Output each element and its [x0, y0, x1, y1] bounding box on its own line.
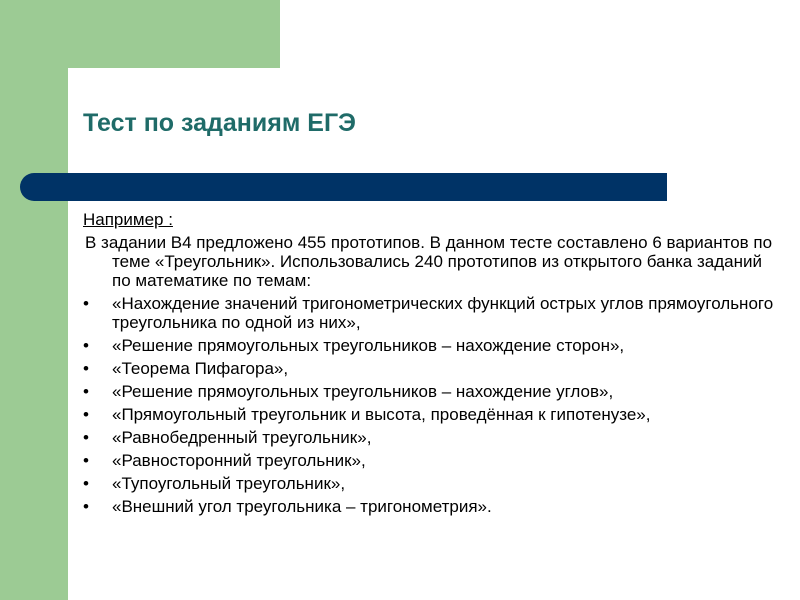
topic-text: «Тупоугольный треугольник», [112, 474, 346, 493]
bullet-icon: • [83, 405, 89, 424]
list-item [83, 451, 783, 470]
bullet-icon: • [83, 428, 89, 447]
list-item [83, 428, 783, 447]
list-item [83, 382, 783, 401]
green-top-band [0, 0, 280, 68]
bullet-icon: • [83, 294, 89, 313]
slide-title: Тест по заданиям ЕГЭ [83, 109, 356, 137]
green-side-band [0, 0, 68, 600]
example-label: Например : [83, 210, 173, 229]
bullet-icon: • [83, 382, 89, 401]
bullet-icon: • [83, 359, 89, 378]
list-item [83, 294, 783, 332]
bullet-icon: • [83, 497, 89, 516]
topic-text: «Прямоугольный треугольник и высота, проведённая к гипотенузе», [112, 405, 651, 424]
topic-text: «Равносторонний треугольник», [112, 451, 366, 470]
bullet-icon: • [83, 474, 89, 493]
intro-paragraph: В задании В4 предложено 455 прототипов. В данном тесте составлено 6 вариантов по теме «Треугольник». Использовались 240 прототипов из открытого банка заданий по математике по темам: [85, 233, 773, 290]
topic-text: «Решение прямоугольных треугольников – нахождение углов», [112, 382, 614, 401]
title-divider-bar [20, 173, 667, 201]
topic-text: «Нахождение значений тригонометрических функций острых углов прямоугольного треугольника по одной из них», [112, 294, 774, 332]
list-item [83, 497, 783, 516]
topic-list [83, 294, 783, 516]
topic-text: «Равнобедренный треугольник», [112, 428, 372, 447]
slide-body [83, 210, 783, 520]
topic-text: «Теорема Пифагора», [112, 359, 289, 378]
bullet-icon: • [83, 336, 89, 355]
list-item [83, 336, 783, 355]
list-item [83, 474, 783, 493]
topic-text: «Внешний угол треугольника – тригонометрия». [112, 497, 492, 516]
list-item [83, 359, 783, 378]
list-item [83, 405, 783, 424]
topic-text: «Решение прямоугольных треугольников – нахождение сторон», [112, 336, 625, 355]
bullet-icon: • [83, 451, 89, 470]
